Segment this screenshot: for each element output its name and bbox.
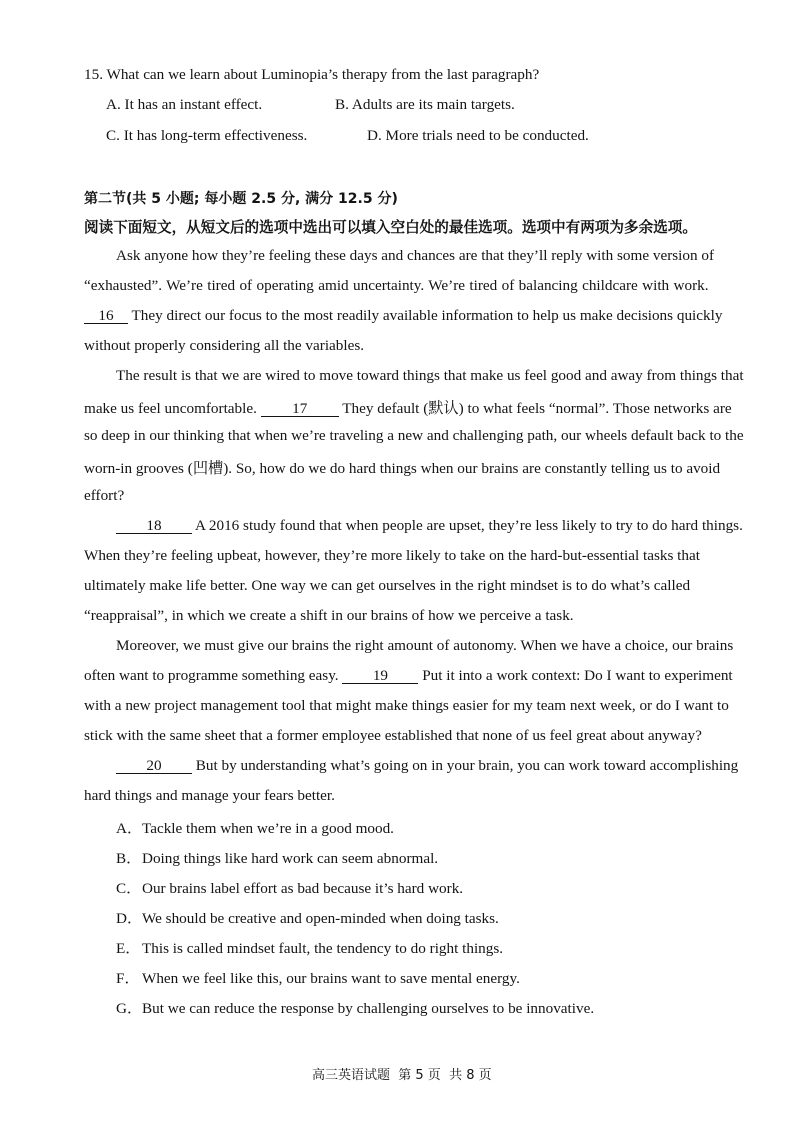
option-e[interactable]	[116, 937, 503, 958]
blank-19[interactable]: 19	[342, 668, 418, 684]
passage-line: When they’re feeling upbeat, however, they’re more likely to take on the hard-but-essential tasks that	[84, 547, 700, 564]
page-footer: 高三英语试题 第 5 页 共 8 页	[312, 1068, 492, 1083]
option-text: Our brains label effort as bad because it’s hard work.	[142, 880, 464, 897]
passage-line-17	[84, 397, 732, 418]
heading-text: 分, 满分	[276, 191, 339, 207]
passage-line: effort?	[84, 487, 125, 504]
option-text: This is called mindset fault, the tendency to do right things.	[142, 940, 504, 957]
q15-option-a: A. It has an instant effect.	[106, 96, 263, 113]
passage-line: “exhausted”. We’re tired of operating amid uncertainty. We’re tired of balancing childcare with work.	[84, 277, 709, 294]
option-letter: D．	[116, 910, 143, 927]
blank-18[interactable]: 18	[116, 518, 192, 534]
option-d[interactable]	[116, 907, 499, 928]
q15-option-c: C. It has long-term effectiveness.	[106, 127, 308, 144]
passage-line-18	[116, 517, 743, 535]
heading-text: 分)	[372, 191, 398, 207]
section-instruction: 阅读下面短文，从短文后的选项中选出可以填入空白处的最佳选项。选项中有两项为多余选项。	[84, 219, 697, 236]
passage-line-19	[84, 667, 733, 685]
option-c[interactable]	[116, 877, 463, 898]
passage-line: with a new project management tool that might make things easier for my team next week, or do I want to	[84, 697, 729, 714]
option-text: Tackle them when we’re in a good mood.	[142, 820, 394, 837]
passage-text: They default (默认) to what feels “normal”. Those networks are	[338, 400, 732, 417]
option-letter: E．	[116, 940, 141, 957]
option-letter: B．	[116, 850, 142, 867]
blank-17[interactable]: 17	[261, 401, 339, 417]
option-letter: C．	[116, 880, 142, 897]
passage-text: But by understanding what’s going on in your brain, you can work toward accomplishing	[192, 757, 739, 774]
option-f[interactable]	[116, 967, 520, 988]
passage-line: Ask anyone how they’re feeling these days and chances are that they’ll reply with some version of	[116, 247, 715, 264]
option-a[interactable]	[116, 817, 394, 838]
passage-line: stick with the same sheet that a former employee established that none of us feel great about anyway?	[84, 727, 702, 744]
passage-line: worn-in grooves (凹槽). So, how do we do hard things when our brains are constantly telling us to avoid	[84, 460, 721, 477]
option-letter: G．	[116, 1000, 143, 1017]
option-text: Doing things like hard work can seem abnormal.	[142, 850, 439, 867]
passage-text: Put it into a work context: Do I want to experiment	[418, 667, 733, 684]
passage-line: The result is that we are wired to move toward things that make us feel good and away from things that	[116, 367, 744, 384]
passage-line: without properly considering all the variables.	[84, 337, 365, 354]
passage-line-16	[84, 307, 722, 325]
option-text: We should be creative and open-minded when doing tasks.	[142, 910, 499, 927]
passage-line: “reappraisal”, in which we create a shift in our brains of how we perceive a task.	[84, 607, 574, 624]
q15-option-d: D. More trials need to be conducted.	[367, 127, 589, 144]
passage-text: They direct our focus to the most readily available information to help us make decisions quickly	[128, 307, 723, 324]
passage-text: make us feel uncomfortable.	[84, 400, 261, 417]
passage-line: Moreover, we must give our brains the right amount of autonomy. When we have a choice, our brains	[116, 637, 734, 654]
option-g[interactable]	[116, 997, 594, 1018]
option-letter: F．	[116, 970, 140, 987]
option-letter: A．	[116, 820, 143, 837]
q15-option-b: B. Adults are its main targets.	[335, 96, 515, 113]
heading-text: 小题; 每小题	[161, 191, 252, 207]
passage-line: so deep in our thinking that when we’re traveling a new and challenging path, our wheels default back to the	[84, 427, 744, 444]
passage-line: ultimately make life better. One way we can get ourselves in the right mindset is to do what’s called	[84, 577, 691, 594]
blank-16[interactable]: 16	[84, 308, 128, 324]
option-text: When we feel like this, our brains want to save mental energy.	[142, 970, 520, 987]
question-15-stem: 15. What can we learn about Luminopia’s therapy from the last paragraph?	[84, 66, 540, 83]
passage-line: hard things and manage your fears better.	[84, 787, 335, 804]
heading-text: 第二节(共	[84, 191, 152, 207]
heading-total: 12.5	[338, 191, 373, 207]
heading-points: 2.5	[251, 191, 277, 207]
passage-line-20	[116, 757, 738, 775]
passage-text: A 2016 study found that when people are upset, they’re less likely to try to do hard things.	[192, 517, 743, 534]
passage-text: often want to programme something easy.	[84, 667, 343, 684]
heading-count: 5	[151, 191, 162, 207]
option-b[interactable]	[116, 847, 438, 868]
section-heading	[84, 188, 398, 208]
option-text: But we can reduce the response by challenging ourselves to be innovative.	[142, 1000, 595, 1017]
blank-20[interactable]: 20	[116, 758, 192, 774]
